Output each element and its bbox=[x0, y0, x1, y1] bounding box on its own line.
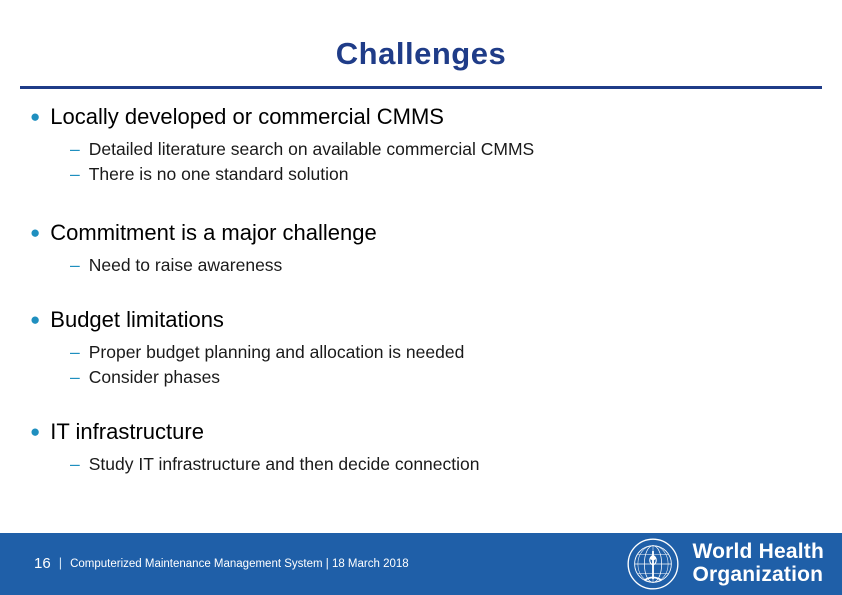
bullet-level2 bbox=[70, 452, 812, 477]
bullet-level1 bbox=[30, 306, 812, 334]
dash-icon: – bbox=[70, 366, 80, 387]
bullet-group bbox=[30, 103, 812, 187]
bullet-level2-label: Study IT infrastructure and then decide connection bbox=[88, 453, 480, 474]
bullet-group bbox=[30, 219, 812, 278]
bullet-level2-label: Consider phases bbox=[88, 366, 221, 387]
bullet-group bbox=[30, 418, 812, 477]
spacer bbox=[30, 288, 812, 306]
slide-number: 16 bbox=[34, 554, 51, 572]
bullet-level1-label: IT infrastructure bbox=[50, 418, 204, 444]
bullet-level1 bbox=[30, 103, 812, 131]
bullet-level1-label: Locally developed or commercial CMMS bbox=[50, 104, 444, 129]
bullet-level2-label: Need to raise awareness bbox=[88, 255, 283, 275]
sub-list bbox=[70, 340, 812, 390]
dash-icon: – bbox=[70, 255, 80, 275]
who-logo bbox=[626, 533, 824, 595]
slide-body bbox=[0, 89, 842, 477]
bullet-dot-icon: ● bbox=[30, 107, 41, 126]
sub-list bbox=[70, 253, 812, 278]
bullet-dot-icon: ● bbox=[30, 309, 41, 329]
bullet-level1 bbox=[30, 418, 812, 446]
spacer bbox=[30, 400, 812, 418]
who-emblem-icon bbox=[626, 537, 680, 591]
dash-icon: – bbox=[70, 164, 80, 184]
bullet-level2 bbox=[70, 365, 812, 390]
dash-icon: – bbox=[70, 342, 80, 362]
bullet-level2-label: Detailed literature search on available commercial CMMS bbox=[88, 139, 535, 160]
who-wordmark-line2: Organization bbox=[692, 563, 824, 586]
bullet-level1-label: Commitment is a major challenge bbox=[50, 219, 377, 245]
bullet-level2 bbox=[70, 162, 812, 187]
bullet-level2 bbox=[70, 253, 812, 278]
footer-text: Computerized Maintenance Management System | 18 March 2018 bbox=[70, 557, 409, 570]
sub-list bbox=[70, 137, 812, 187]
bullet-level1-label: Budget limitations bbox=[50, 306, 224, 332]
dash-icon: – bbox=[70, 139, 80, 160]
bullet-level2-label: There is no one standard solution bbox=[88, 164, 349, 184]
footer-left bbox=[0, 555, 409, 573]
slide-footer bbox=[0, 533, 842, 595]
bullet-level2 bbox=[70, 137, 812, 162]
sub-list bbox=[70, 452, 812, 477]
spacer bbox=[30, 197, 812, 219]
bullet-level2-label: Proper budget planning and allocation is needed bbox=[88, 342, 465, 362]
page-title: Challenges bbox=[335, 36, 507, 71]
bullet-group bbox=[30, 306, 812, 390]
bullet-dot-icon: ● bbox=[30, 421, 41, 441]
footer-separator: | bbox=[58, 554, 63, 570]
who-wordmark bbox=[692, 541, 824, 586]
bullet-level1 bbox=[30, 219, 812, 247]
bullet-level2 bbox=[70, 340, 812, 365]
who-wordmark-line1: World Health bbox=[692, 540, 824, 564]
dash-icon: – bbox=[70, 453, 80, 474]
bullet-dot-icon: ● bbox=[30, 222, 41, 242]
